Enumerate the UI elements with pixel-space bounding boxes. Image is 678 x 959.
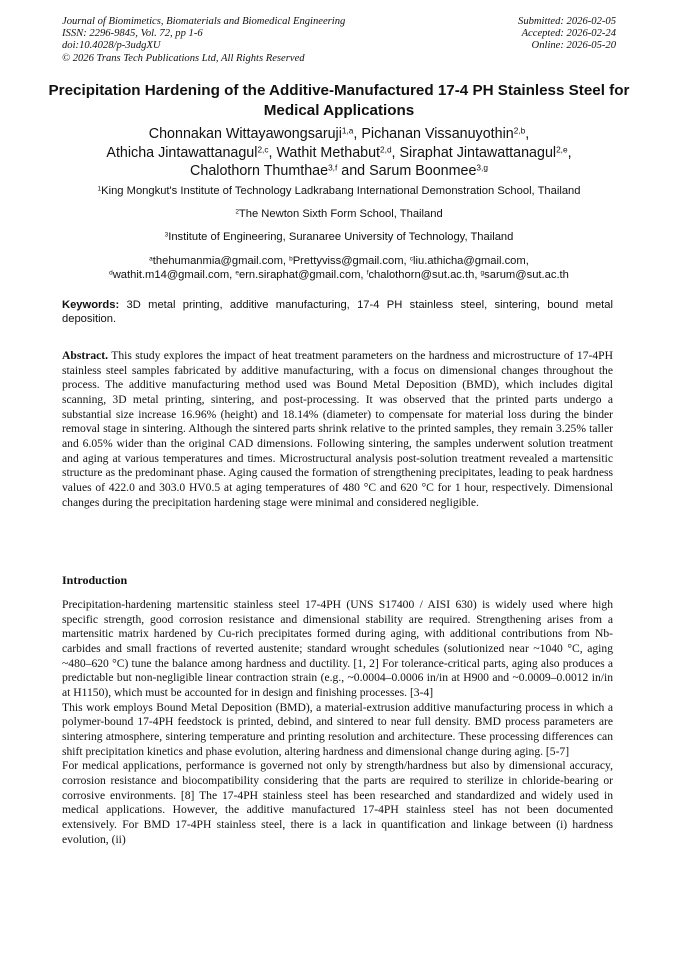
- abstract-text: This study explores the impact of heat treatment parameters on the hardness and microstructure of 17-4PH stainless steel samples fabricated by additive manufacturing, with a focus on dimensional changes throughout the process. The additive manufacturing method used was Bound Metal Deposition (BMD), which includes digital scanning, 3D metal printing, sintering, and post-processing. It was observed that the printed parts undergo a substantial size increase 16.96% (height) and 18.14% (diameter) to compensate for material loss during the binder removal stage in sintering. Although the sintered parts shrink relative to the printed samples, they remain 3.25% taller and 6.05% wider than the original CAD dimensions. Following sintering, the samples underwent solution treatment and aging at various temperatures and times. Microstructural analysis post-solution treatment revealed a martensitic structure as the predominant phase. Aging caused the formation of strengthening precipitates, leading to peak hardness values of 422.0 and 303.0 HV0.5 at aging temperatures of 480 °C and 620 °C for 1 hour, respectively. Dimensional changes during the precipitation hardening stage were minimal and considered negligible.: [62, 349, 613, 509]
- email-sup: d: [109, 269, 113, 277]
- doi: doi:10.4028/p-3udgXU: [62, 40, 161, 52]
- author-sup: 2,b: [513, 125, 526, 136]
- email-list: [30, 254, 648, 282]
- author-conjunction: and: [341, 163, 366, 180]
- email-sup: g: [480, 269, 485, 277]
- abstract-label: Abstract.: [62, 349, 109, 362]
- introduction-body: [62, 598, 613, 847]
- section-heading-introduction: Introduction: [62, 573, 128, 587]
- email-link[interactable]: sarum@sut.ac.th: [484, 269, 569, 281]
- author-line-2: Athicha Jintawattanagul$^{2,c}$, Wathit Methabut$^{2,d}$, Siraphat Jintawattanagul$^{2,e}$,: [106, 144, 572, 161]
- author-list: [40, 125, 638, 181]
- author-name: Pichanan Vissanuyothin: [361, 126, 514, 142]
- copyright: © 2026 Trans Tech Publications Ltd, All Rights Reserved: [62, 52, 305, 64]
- author-name: Sarum Boonmee: [369, 163, 477, 180]
- author-sup: 1,a: [341, 125, 354, 136]
- keywords: [62, 298, 613, 327]
- keywords-label: Keywords:: [62, 299, 120, 311]
- author-name: Chalothorn Thumthae: [190, 163, 329, 180]
- keywords-text: 3D metal printing, additive manufacturing, 17-4 PH stainless steel, sintering, bound metal deposition.: [62, 299, 613, 326]
- author-name: Athicha Jintawattanagul: [106, 144, 258, 161]
- email-line-2: $^d$wathit.m14@gmail.com, $^e$ern.siraphat@gmail.com, $^f$chalothorn@sut.ac.th, $^g$sarum@sut.ac.th: [109, 269, 569, 281]
- header-row-3: [62, 40, 616, 52]
- affiliation-sup: 2: [235, 208, 239, 216]
- author-line-3: [40, 162, 638, 181]
- affiliation-text: The Newton Sixth Form School, Thailand: [238, 208, 443, 220]
- email-link[interactable]: thehumanmia@gmail.com: [152, 255, 283, 267]
- journal-header: [62, 16, 616, 65]
- online-date: Online: 2026-05-20: [531, 40, 616, 52]
- abstract: [62, 349, 613, 510]
- affiliation-2: [30, 208, 648, 221]
- author-sup: 2,d: [380, 144, 392, 155]
- issn: ISSN: 2296-9845, Vol. 72, pp 1-6: [62, 28, 203, 40]
- author-sup: 3,f: [328, 162, 338, 173]
- affiliation-sup: 1: [97, 185, 102, 193]
- submitted-date: Submitted: 2026-02-05: [518, 16, 616, 27]
- paper-title: Precipitation Hardening of the Additive-Manufactured 17-4 PH Stainless Steel for Medical Applications: [48, 82, 630, 119]
- email-line-1: $^a$thehumanmia@gmail.com, $^b$Prettyviss@gmail.com, $^c$liu.athicha@gmail.com,: [149, 255, 529, 267]
- author-sup: 2,e: [556, 144, 568, 155]
- author-sup: 3,g: [476, 162, 488, 173]
- email-link[interactable]: ern.siraphat@gmail.com: [238, 269, 361, 281]
- affiliation-sup: 3: [164, 231, 169, 239]
- author-name: Chonnakan Wittayawongsaruji: [148, 126, 342, 142]
- author-name: Wathit Methabut: [276, 144, 381, 161]
- header-row-1: [62, 16, 616, 28]
- paragraph: For medical applications, performance is governed not only by strength/hardness but also by dimensional accuracy, corrosion resistance and biocompatibility considering that the parts are required to sterilize in chloride-bearing or corrosive environments. [8] The 17-4PH stainless steel has been researched and standardized and widely used in medical applications. However, the additive manufactured 17-4PH stainless steel has not been documented extensively. For BMD 17-4PH stainless steel, there is a lack in quantification and linkage between (i) hardness evolution, (ii): [62, 759, 613, 846]
- accepted-date: Accepted: 2026-02-24: [521, 28, 616, 40]
- email-sup: c: [409, 255, 414, 263]
- paragraph: This work employs Bound Metal Deposition (BMD), a material-extrusion additive manufacturing process in which a polymer-bound 17-4PH feedstock is printed, debind, and sintered to near full density. BMD process parameters are sintering atmosphere, sintering temperature and printing resolution and architecture. These processing differences can shift precipitation kinetics and phase evolution, altering hardness and dimensional change during aging. [5-7]: [62, 700, 613, 758]
- email-link[interactable]: Prettyviss@gmail.com: [292, 255, 404, 267]
- affiliation-3: [30, 231, 648, 244]
- author-name: Siraphat Jintawattanagul: [399, 144, 557, 161]
- email-link[interactable]: liu.athicha@gmail.com: [413, 255, 526, 267]
- header-row-4: [62, 53, 616, 65]
- email-sup: f: [366, 269, 369, 277]
- email-link[interactable]: wathit.m14@gmail.com: [112, 269, 230, 281]
- paragraph: Precipitation-hardening martensitic stainless steel 17-4PH (UNS S17400 / AISI 630) is widely used where high specific strength, good corrosion resistance and dimensional stability are required. Strengthening arises from a martensitic matrix hardened by Cu-rich precipitates formed during aging, with additional contributions from Nb-carbides and small fractions of reverted austenite; standard wrought schedules (solutionized near ~1040 °C, aging ~480–620 °C) tune the balance among hardness and ductility. [1, 2] For tolerance-critical parts, aging also produces a predictable but non-negligible linear contraction strain (e.g., ~0.0004–0.0006 in/in at H900 and ~0.0009–0.0012 in/in at H1150), which must be accounted for in design and finishing processes. [3-4]: [62, 598, 613, 699]
- affiliation-text: Institute of Engineering, Suranaree University of Technology, Thailand: [168, 231, 514, 243]
- email-sup: b: [289, 255, 293, 263]
- journal-name: Journal of Biomimetics, Biomaterials and Biomedical Engineering: [62, 16, 346, 27]
- affiliation-text: King Mongkut's Institute of Technology Ladkrabang International Demonstration School, Thailand: [101, 185, 581, 197]
- email-sup: e: [235, 269, 239, 277]
- author-sup: 2,c: [257, 144, 269, 155]
- affiliation-1: [30, 185, 648, 198]
- email-sup: a: [149, 255, 153, 263]
- header-row-2: [62, 28, 616, 40]
- email-link[interactable]: chalothorn@sut.ac.th: [368, 269, 475, 281]
- author-line-1: Chonnakan Wittayawongsaruji$^{1,a}$, Pichanan Vissanuyothin$^{2,b}$,: [148, 125, 530, 142]
